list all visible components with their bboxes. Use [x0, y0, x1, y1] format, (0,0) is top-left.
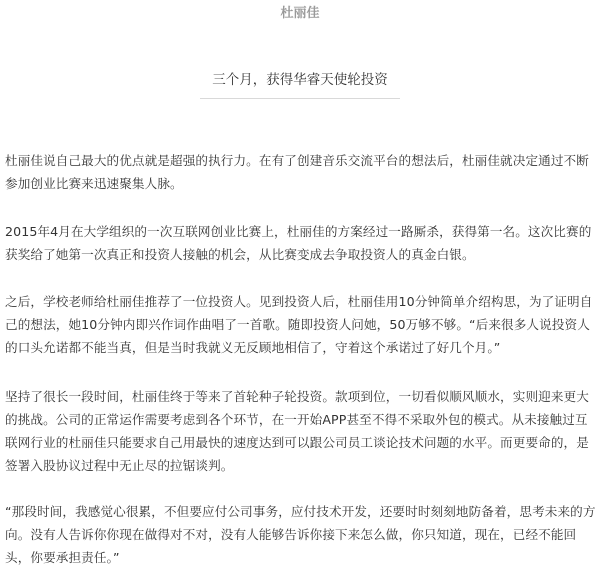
paragraph-1: 杜丽佳说自己最大的优点就是超强的执行力。在有了创建音乐交流平台的想法后，杜丽佳就决定通过不断参加创业比赛来迅速聚集人脉。: [5, 153, 589, 191]
heading-divider: [200, 98, 400, 99]
paragraph-5: “那段时间，我感觉心很累，不但要应付公司事务，应付技术开发，还要时时刻刻地防备着，思考未来的方向。没有人告诉你你现在做得对不对，没有人能够告诉你接下来怎么做，你只知道，现在，已经不能回头，你要承担责任。”: [5, 504, 596, 565]
section-heading: 三个月，获得华睿天使轮投资: [212, 72, 388, 88]
paragraph-2: 2015年4月在大学组织的一次互联网创业比赛上，杜丽佳的方案经过一路厮杀，获得第一名。这次比赛的获奖给了她第一次真正和投资人接触的机会，从比赛变成去争取投资人的真金白银。: [5, 224, 592, 262]
paragraph-4: 坚持了很长一段时间，杜丽佳终于等来了首轮种子轮投资。款项到位，一切看似顺风顺水，实则迎来更大的挑战。公司的正常运作需要考虑到各个环节，在一开始APP甚至不得不采取外包的模式。从未接触过互联网行业的杜丽佳只能要求自己用最快的速度达到可以跟公司员工谈论技术问题的水平。而更要命的，是签署入股协议过程中无止尽的拉锯谈判。: [5, 389, 589, 473]
paragraph-3: 之后，学校老师给杜丽佳推荐了一位投资人。见到投资人后，杜丽佳用10分钟简单介绍构思，为了证明自己的想法，她10分钟内即兴作词作曲唱了一首歌。随即投资人问她，50万够不够。“后来很多人说投资人的口头允诺都不能当真，但是当时我就义无反顾地相信了，守着这个承诺过了好几个月。”: [5, 294, 593, 355]
author-name: 杜丽佳: [280, 6, 320, 21]
